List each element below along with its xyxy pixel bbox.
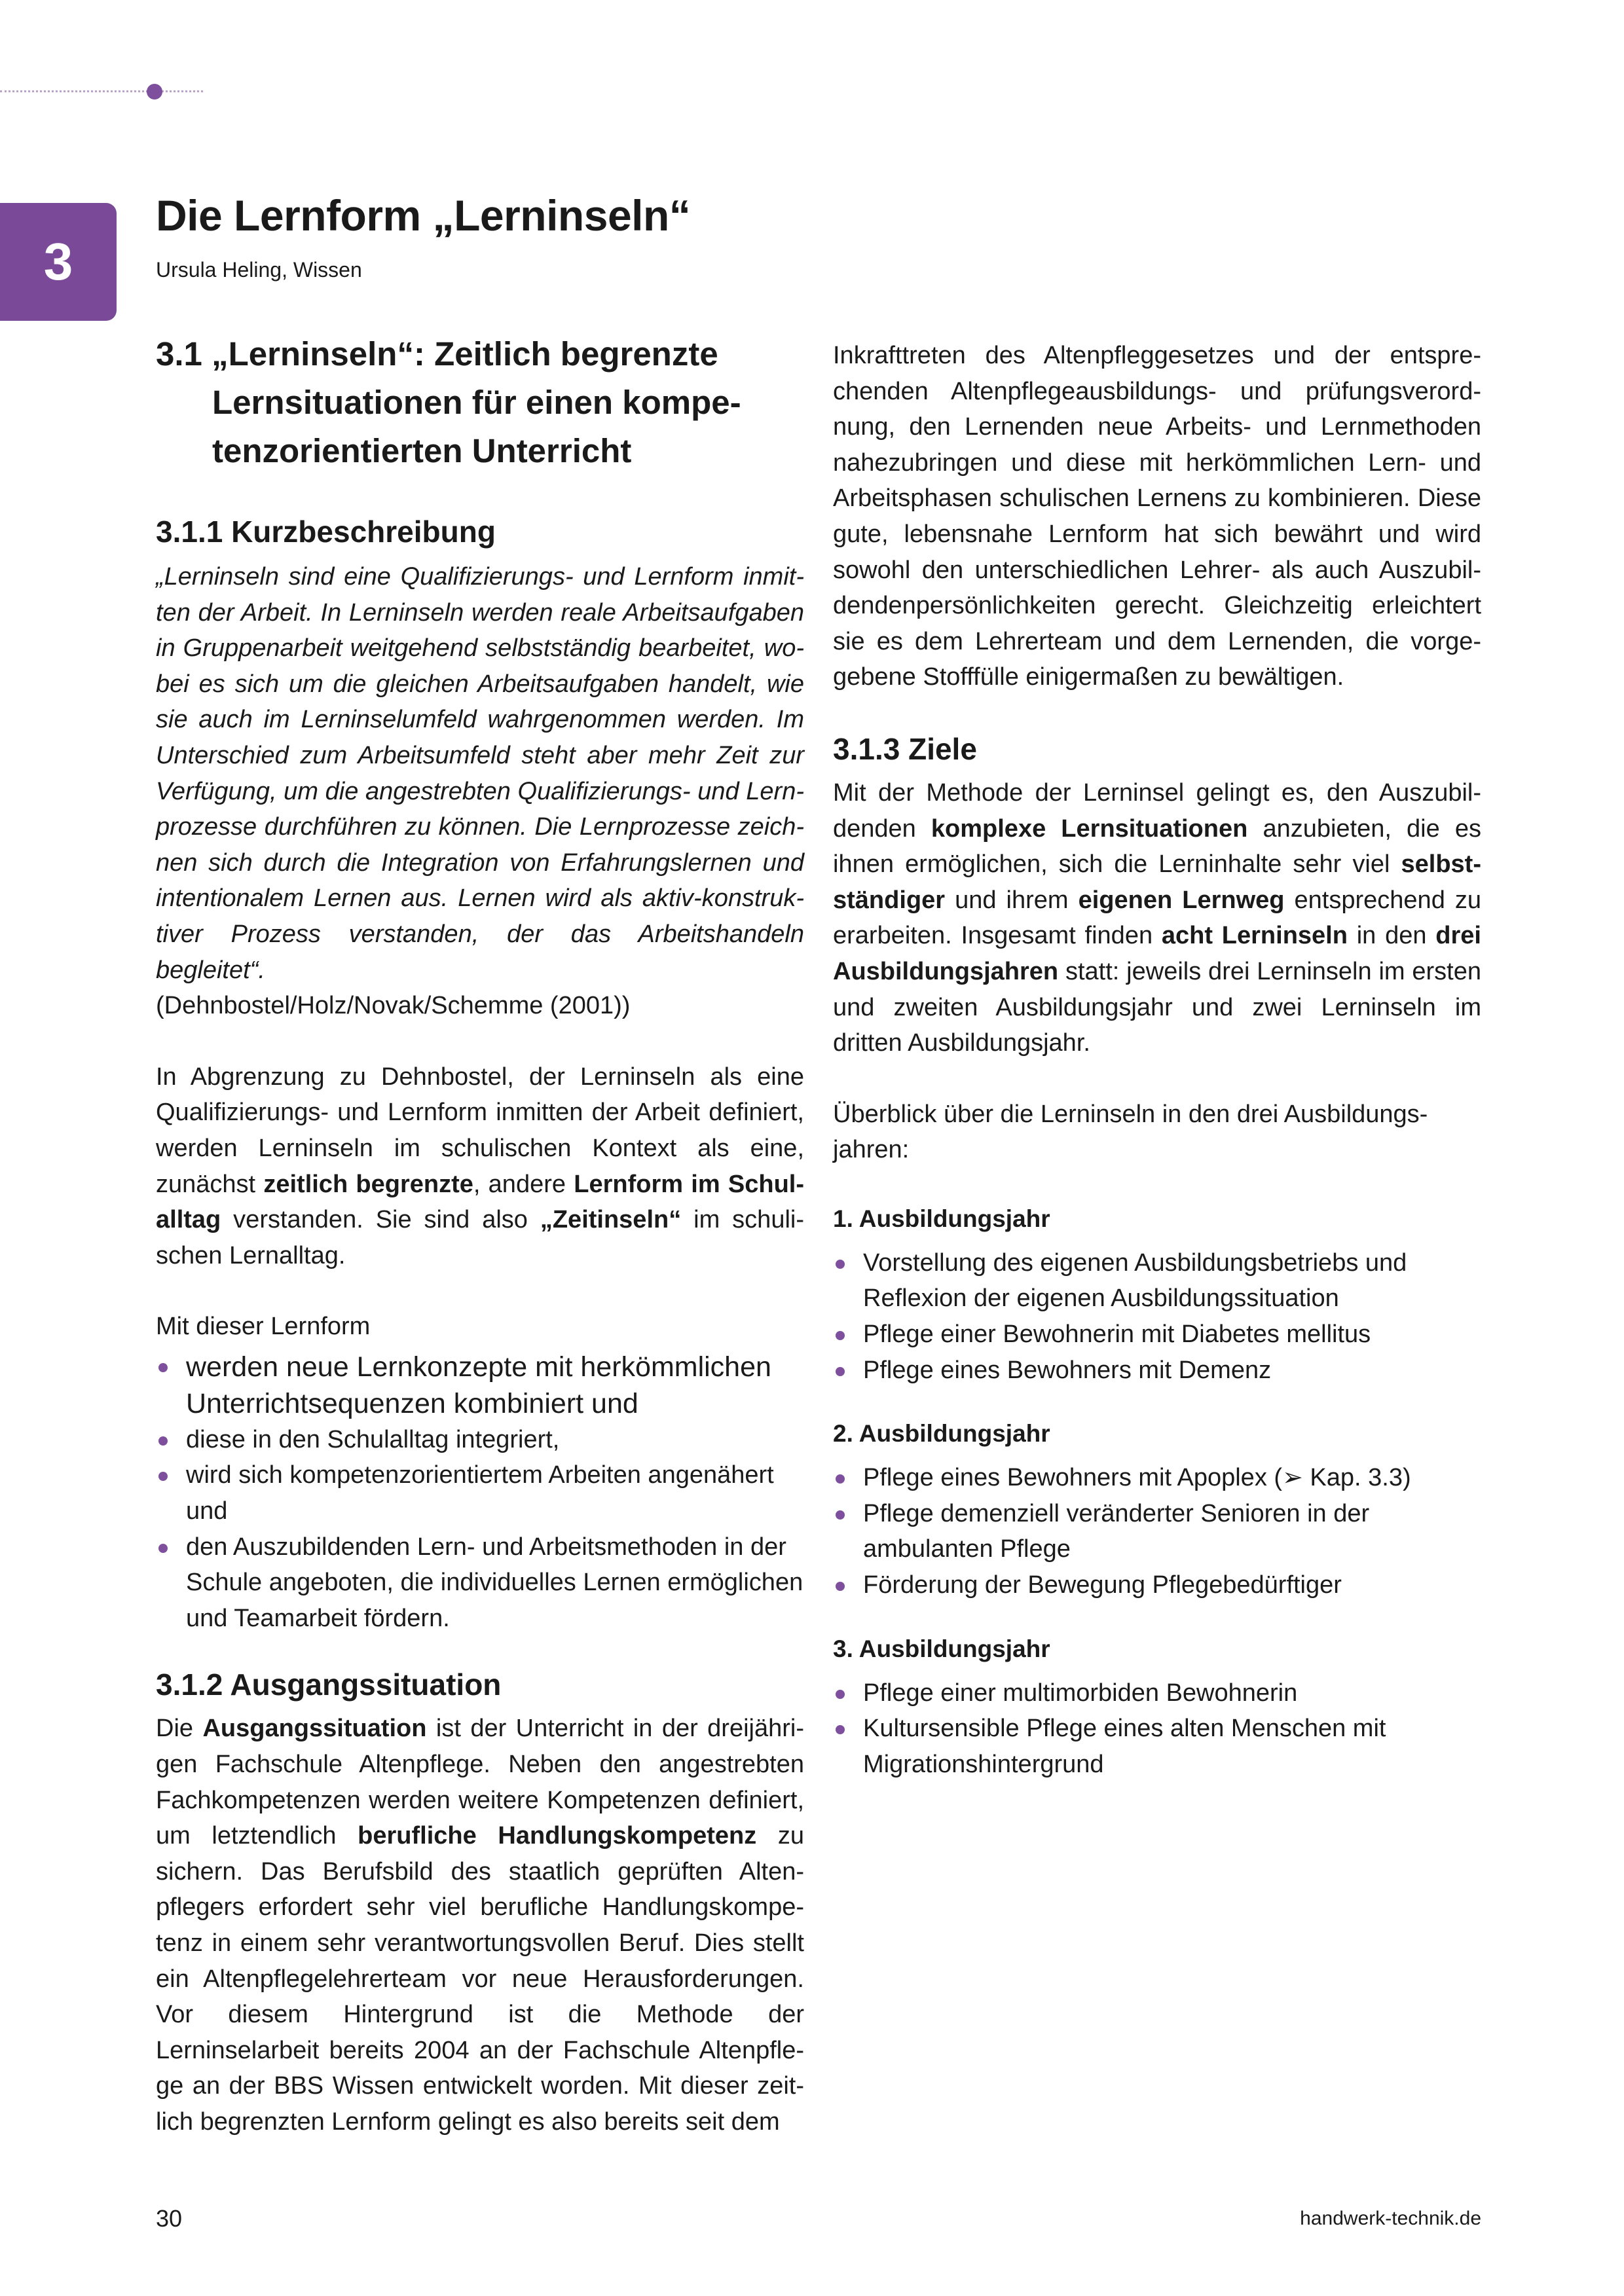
footer-website-link[interactable]: handwerk-technik.de [1300,2208,1481,2229]
ausgangssituation-continuation: Inkrafttreten des Altenpfleggesetzes und der entsprechenden Altenpflegeausbildungs- und prüfungsverordnung, den Lernenden neue Arbeits- und Lernmethoden nahezubringen und diese mit herkömmlichen Lern- und Arbeitsphasen schulischen Lernens zu kombinieren. Diese gute, lebensnahe Lernform hat sich bewährt und wird sowohl den unterschiedlichen Lehrer- als auch Auszubildendenpersönlichkeiten gerecht. Gleichzeitig erleichtert sie es dem Lehrerteam und dem Lernenden, die vorgegebene Stofffülle einigermaßen zu bewältigen. [833,342,1481,691]
ausgangssituation-paragraph: Die Ausgangssituation ist der Unterricht in der dreijährigen Fachschule Altenpflege. Neben den angestrebten Fachkompetenzen werden weitere Kompetenzen definiert, um letztendlich berufliche Handlungskompetenz zu sichern. Das Berufsbild des staatlich geprüften Altenpflegers erfordert sehr viel berufliche Handlungskompetenz in einem sehr verantwortungsvollen Beruf. Dies stellt ein Altenpflegelehrerteam vor neue Herausforderungen. Vor diesem Hintergrund ist die Methode der Lerninselarbeit bereits 2004 an der Fachschule Altenpflege an der BBS Wissen entwickelt worden. Mit dieser zeitlich begrenzten Lernform gelingt es also bereits seit dem [156,1715,804,2136]
ziele-paragraph: Mit der Methode der Lerninsel gelingt es, den Auszubildenden komplexe Lernsituationen anzubieten, die es ihnen ermöglichen, sich die Lerninhalte sehr viel selbstständiger und ihrem eigenen Lernweg entsprechend zu erarbeiten. Insgesamt finden acht Lerninseln in den drei Ausbildungsjahren statt: jeweils drei Lerninseln im ersten und zweiten Ausbildungsjahr und zwei Lerninseln im dritten Ausbildungsjahr. [833,778,1482,1057]
list-item: Pflege einer multimorbiden Bewohnerin [833,1675,1481,1711]
list-item: den Auszubildenden Lern- und Arbeitsmethoden in der Schule angeboten, die individuelles Lernen ermöglichen und Teamarbeit fördern. [156,1529,804,1637]
right-column [833,338,1481,1782]
list-item: Vorstellung des eigenen Ausbildungsbetriebs und Reflexion der eigenen Ausbildungssituation [833,1245,1481,1317]
section-heading-3-1-2: 3.1.2 Ausgangssituation [156,1667,502,1702]
list-item: Pflege eines Bewohners mit Demenz [833,1353,1481,1389]
list-item: Pflege eines Bewohners mit Apoplex (➢ Kap. 3.3) [833,1460,1481,1496]
list-item: Förderung der Bewegung Pflegebedürftiger [833,1567,1481,1603]
year-3-list [833,1675,1481,1783]
list-item: werden neue Lernkonzepte mit herkömmlichen Unterrichtsequenzen kombiniert und [156,1349,804,1422]
section-heading-3-1: 3.1 „Lerninseln“: Zeitlich begrenzte Lernsituationen für einen kompetenzorientierten Unterricht [156,335,741,469]
abgrenzung-paragraph: In Abgrenzung zu Dehnbostel, der Lerninseln als eine Qualifizierungs- und Lernform inmitten der Arbeit definiert, werden Lerninseln im schulischen Kontext als eine, zunächst zeitlich begrenzte, andere Lernform im Schulalltag verstanden. Sie sind also „Zeitinseln“ im schulischen Lernalltag. [156,1063,804,1269]
quote-citation: (Dehnbostel/Holz/Novak/Schemme (2001)) [156,992,631,1020]
list-item: Pflege demenziell veränderter Senioren in der ambulanten Pflege [833,1496,1481,1567]
page-number: 30 [156,2205,183,2232]
list-item: Kultursensible Pflege eines alten Menschen mit Migrationshintergrund [833,1711,1481,1782]
section-heading-3-1-3: 3.1.3 Ziele [833,731,977,766]
year-1-list [833,1245,1481,1388]
section-heading-3-1-1: 3.1.1 Kurzbeschreibung [156,515,496,549]
chapter-authors: Ursula Heling, Wissen [156,258,362,282]
list-item: wird sich kompetenzorientiertem Arbeiten angenähert und [156,1457,804,1529]
chapter-number-tab [0,203,117,321]
definition-quote: „Lerninseln sind eine Qualifizierungs- und Lernform inmitten der Arbeit. In Lerninseln werden reale Arbeitsaufgaben in Gruppenarbeit weitgehend selbstständig bearbeitet, wobei es sich um die gleichen Arbeitsaufgaben handelt, wie sie auch im Lerninselumfeld wahrgenommen werden. Im Unterschied zum Arbeitsumfeld steht aber mehr Zeit zur Verfügung, um die angestrebten Qualifizierungs- und Lernprozesse durchführen zu können. Die Lernprozesse zeichnen sich durch die Integration von Erfahrungslernen und intentionalem Lernen aus. Lernen wird als aktiv-konstruktiver Prozess verstanden, der das Arbeitshandeln begleitet“. [156,563,804,984]
list-intro: Mit dieser Lernform [156,1313,371,1341]
year-2-heading: 2. Ausbildungsjahr [833,1420,1050,1448]
year-3-heading: 3. Ausbildungsjahr [833,1635,1050,1662]
list-item: Pflege einer Bewohnerin mit Diabetes mellitus [833,1317,1481,1353]
chapter-number: 3 [43,232,73,291]
year-2-list [833,1460,1481,1603]
top-dot-marker [147,84,162,100]
year-1-heading: 1. Ausbildungsjahr [833,1205,1050,1232]
lernform-bullet-list [156,1349,804,1637]
overview-intro: Überblick über die Lerninseln in den drei Ausbildungsjahren: [833,1100,1428,1164]
left-column [156,330,804,2140]
top-dotted-rule [0,90,203,92]
list-item: diese in den Schulalltag integriert, [156,1422,804,1458]
chapter-title: Die Lernform „Lerninseln“ [156,191,691,240]
